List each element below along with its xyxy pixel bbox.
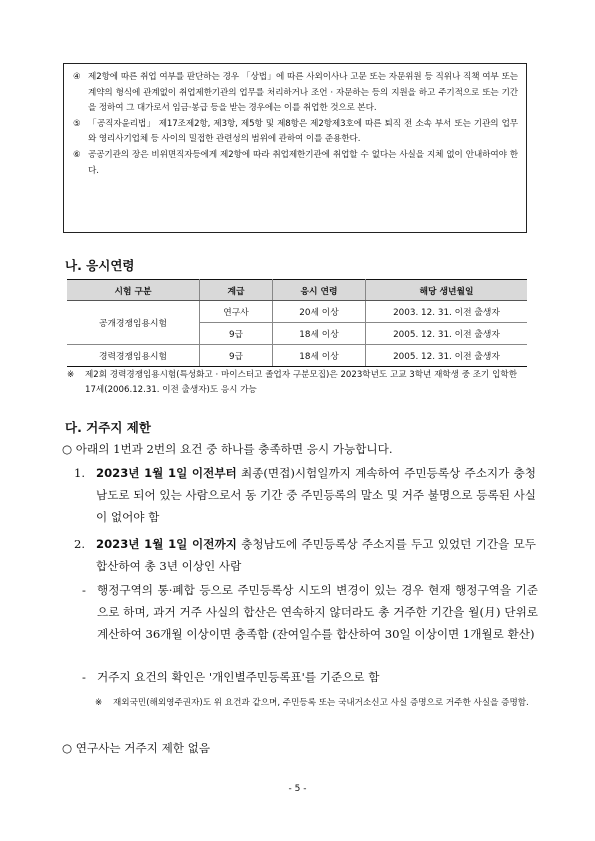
age-footnote-text: 제2회 경력경쟁임용시험(특성화고 · 마이스터고 졸업자 구분모집)은 2023학년도 고교 3학년 재학생 중 조기 입학한 17세(2006.12.31. 이전 출생자)도 응시 가능 [85, 370, 517, 395]
table-header-row [67, 280, 527, 301]
note-number: ⑥ [73, 149, 81, 160]
residence-dash-2 [82, 666, 538, 688]
note-text: 공공기관의 장은 비위면직자등에게 제2항에 따라 취업제한기관에 취업할 수 없다는 사실을 지체 없이 안내하여야 한다. [88, 149, 518, 176]
overseas-note [95, 694, 535, 712]
item-emphasis: 2023년 1월 1일 이전까지 [96, 537, 237, 551]
cell-grade: 연구사 [200, 301, 273, 323]
residence-dash-1 [82, 579, 538, 645]
residence-item-2 [74, 533, 536, 577]
note-mark: ※ [67, 370, 75, 380]
cell-exam-type: 공개경쟁임용시험 [67, 301, 200, 345]
dash-text: 거주지 요건의 확인은 '개인별주민등록표'를 기준으로 함 [97, 670, 380, 684]
note-mark: ※ [95, 698, 103, 708]
dash-text: 행정구역의 통·폐합 등으로 주민등록상 시도의 변경이 있는 경우 현재 행정구역을 기준으로 하며, 과거 거주 사실의 합산은 연속하지 않더라도 총 거주한 기간을 월(月) 단위로 계산하여 36개월 이상이면 충족함 (잔여일수를 합산하여 30일 이상이면 1개월로 환산) [97, 583, 538, 641]
cell-age: 18세 이상 [273, 323, 366, 345]
table-row [67, 345, 527, 367]
age-footnote [67, 368, 527, 397]
cell-birthdate: 2005. 12. 31. 이전 출생자 [366, 345, 528, 367]
cell-grade: 9급 [200, 345, 273, 367]
table-row [67, 301, 527, 323]
note-number: ④ [73, 72, 81, 82]
residence-condition: ○ 아래의 1번과 2번의 요건 중 하나를 충족하면 응시 가능합니다. [62, 442, 393, 456]
cell-birthdate: 2005. 12. 31. 이전 출생자 [366, 323, 528, 345]
age-table [67, 279, 527, 367]
col-header-grade: 계급 [200, 280, 273, 301]
item-number: 2. [74, 537, 86, 551]
notes-box [63, 63, 527, 233]
dash-mark: - [82, 583, 86, 597]
section-heading-residence: 다. 거주지 제한 [65, 420, 151, 435]
overseas-note-text: 재외국민(해외영주권자)도 위 요건과 같으며, 주민등록 또는 국내거소신고 사실 증명으로 거주한 사실을 증명함. [113, 698, 529, 708]
item-text: 최종(면접)시험일까지 계속하여 주민등록상 주소지가 충청남도로 되어 있는 사람으로서 동 기간 중 주민등록의 말소 및 거주 불명으로 등록된 사실이 없어야 함 [96, 466, 536, 524]
dash-mark: - [82, 670, 86, 684]
item-emphasis: 2023년 1월 1일 이전부터 [96, 466, 237, 480]
note-text: 「공직자윤리법」 제17조제2항, 제3항, 제5항 및 제8항은 제2항제3호에 따른 퇴직 전 소속 부서 또는 기관의 업무와 영리사기업체 등 사이의 밀접한 관련성의 범위에 관하여 이를 준용한다. [88, 118, 518, 145]
cell-exam-type: 경력경쟁임용시험 [67, 345, 200, 367]
col-header-age: 응시 연령 [273, 280, 366, 301]
col-header-exam-type: 시험 구분 [67, 280, 200, 301]
section-heading-age: 나. 응시연령 [65, 258, 135, 273]
cell-birthdate: 2003. 12. 31. 이전 출생자 [366, 301, 528, 323]
note-item-4 [73, 70, 518, 117]
note-item-5 [73, 117, 518, 148]
note-number: ⑤ [73, 118, 81, 129]
cell-age: 20세 이상 [273, 301, 366, 323]
col-header-birthdate: 해당 생년월일 [366, 280, 528, 301]
item-text: 충청남도에 주민등록상 주소지를 두고 있었던 기간을 모두 합산하여 총 3년 이상인 사람 [96, 537, 536, 573]
research-note: ○ 연구사는 거주지 제한 없음 [62, 741, 211, 755]
residence-item-1 [74, 462, 536, 528]
page-number: - 5 - [288, 784, 307, 794]
cell-grade: 9급 [200, 323, 273, 345]
item-number: 1. [74, 466, 86, 480]
cell-age: 18세 이상 [273, 345, 366, 367]
note-text: 제2항에 따른 취업 여부를 판단하는 경우 「상법」에 따른 사외이사나 고문 또는 자문위원 등 직위나 직책 여부 또는 계약의 형식에 관계없이 취업제한기관의 업무를 처리하거나 조언 · 자문하는 등의 지원을 하고 주기적으로 또는 기간을 정하여 그 대가로서 임금·봉급 등을 받는 경우에는 이를 취업한 것으로 본다. [88, 72, 518, 114]
note-item-6 [73, 148, 518, 179]
